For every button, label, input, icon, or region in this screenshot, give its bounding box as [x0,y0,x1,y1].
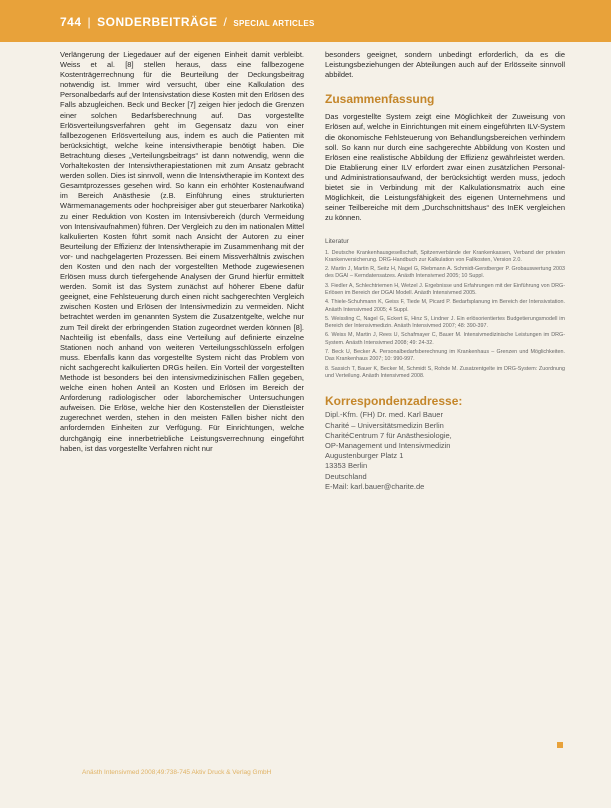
body-paragraph: Verlängerung der Liegedauer auf der eigenen Einheit damit verbleibt. Weiss et al. [8] stellen heraus, dass eine fallbezogene Kostenträgerrechnung für die Beurteilung der Deckungsbeitrag notwendig ist. Immer wird versucht, über eine Kalkulation des Personalbedarfs auf der Intensivstation diese Kosten mit den Erlösen des Falls abzugleichen. Beck und Becker [7] zeigen hier jedoch die Grenzen einer solchen Bedarfsberechnung auf. Das vorgestellte Erlösverteilungsverfahren geht im Gegensatz dazu von einer fallbezogenen Erlösverteilung aus, indem es auch die Patienten mit berücksichtigt, welche keine intensivtherapie benötigt haben. Die Betrachtung dieses „Verteilungsbeitrags“ ist dann notwendig, wenn die Vorhaltekosten der Intensivtherapiestationen mit zum Ansatz gebracht werden sollen. Dies ist sinnvoll, wenn die Intensivtherapie im Kontext des Gesamtprozesses gesehen wird. So kann ein erhöhter Kostenaufwand im Bereich Anästhesie (z.B. Einführung eines strukturierten Wärmemanagements oder hochpreisiger aber gut steuerbarer Narkotika) zu einer Reduktion von Kosten im Intensivbereich (durch Vermeidung von Intensivaufnahmen) führen. Der Vergleich zu den im nationalen Mittel kalkulierten Kosten führt somit nach Ansicht der Autoren zu einer Beurteilung der Effizienz der Intensivtherapie im Zusammenhang mit der vor- und nachgelagerten Prozessen. Bei einem Missverhältnis zwischen den Kosten und den nach der vorgestellten Methode zugewiesenen Erlösen muss durch tiefergehende Analysen der Grund hierfür ermittelt werden. Somit ist das System zunächst auf höherer Ebene dafür geeignet, eine Fehlsteuerung durch einen nicht sachgerechten Vergleich zwischen Kosten und Erlösen der Intensivmedizin zu vermeiden. Nicht betrachtet werden im genannten System die Zusatzentgelte, welche nur zum Teil direkt der erbringenden Station zugeordnet werden können [8]. Nachteilig ist ebenfalls, dass eine Verteilung auf definierte einzelne Stationen noch anhand von weiteren Verteilungsschlüsseln erfolgen muss. Ebenfalls kann das vorgestellte System nicht das Problem von nicht sachgerecht kalkulierten DRGs heilen. Ein Vorteil der vorgestellten Methode ist besonders bei den intensivmedizinischen Fällen gegeben, welche einen hohen Anteil an Kosten und Erlösen im Bereich der Anforderung radiologischer oder laborchemischer Untersuchungen aufweisen. Die Erlöse, welche hier den Kostenstellen der Dienstleister zugerechnet werden, stehen in den meisten Fällen bisher nicht den anfordernden Einheiten zur Verfügung. Für Einrichtungen, welche durchgängig eine innerbetriebliche Leistungsverrechnung eingeführt haben, ist das vorgestellte Verfahren nicht nur [60,50,304,453]
correspondence-line: Dipl.-Kfm. (FH) Dr. med. Karl Bauer [325,410,443,420]
summary-heading: Zusammenfassung [325,92,435,107]
literature-item: 1. Deutsche Krankenhausgesellschaft, Spitzenverbände der Krankenkassen, Verband der privaten Krankenversicherung. DRG-Handbuch zur Kalkulation von Fallkosten, Version 2.0. [325,249,565,263]
page-number: 744 [60,15,82,29]
correspondence-line: OP-Management und Intensivmedizin [325,440,451,450]
right-column [325,50,565,492]
correspondence-email[interactable]: E-Mail: karl.bauer@charite.de [325,481,425,491]
header-separator-2: / [223,15,228,29]
literature-item: 7. Beck U, Becker A. Personalbedarfsberechnung im Krankenhaus – Grenzen und Möglichkeiten. Das Krankenhaus 2007; 10: 990-997. [325,349,565,363]
left-column [60,50,304,454]
literature-item: 5. Weissling C, Nagel G, Eckert E, Hinz S, Lindner J. Ein erlösorientiertes Budgetierungsmodell im Bereich der Intensivmedizin. Anästh Intensivmed 2007; 48: 390-397. [325,315,565,330]
correspondence-line: Charité – Universitätsmedizin Berlin [325,420,444,430]
literature-item: 3. Fiedler A, Schlechtriemen H, Wetzel J. Ergebnisse und Erfahrungen mit der Einführung von DRG-Erlösen im Bereich der DGAI Modell. Anästh Intensivmed 2005. [325,282,565,296]
end-of-article-square-icon [557,742,563,748]
section-title: SONDERBEITRÄGE [97,15,218,29]
literature-item: 8. Sassich T, Bauer K, Becker M, Schmidt S, Rohde M. Zusatzentgelte im DRG-System: Zuordnung und Verteilung. Anästh Intensivmed 2008. [325,365,565,379]
correspondence-line: Deutschland [325,471,367,481]
header-line [60,15,315,29]
section-title-en: SPECIAL ARTICLES [233,19,315,28]
correspondence-heading: Korrespondenzadresse: [325,394,463,409]
correspondence-address [325,410,565,492]
header-separator: | [87,15,92,29]
body-paragraph-continued: besonders geeignet, sondern unbedingt erforderlich, da es die Leistungsbeziehungen der Abteilungen auch auf der Erlösseite sinnvoll abbildet. [325,50,565,80]
literature-list [325,250,565,381]
literature-item: 2. Martin J, Martin R, Seitz H, Nagel G, Riebmann A. Schmidt-Gerstberger P. Grobauswertung 2003 des DGAI – Kerndatensatzes. Anästh Intensivmed 2005; 10 Suppl. [325,266,565,280]
literature-item: 6. Weiss M, Martin J, Rees U, Schafmayer C, Bauer M. Intensivmedizinische Leistungen im DRG-System. Anästh Intensivmed 2008; 49: 24-32. [325,332,565,346]
literature-item: 4. Thiele-Schuhmann K, Geiss F, Tiede M, Picard P. Bedarfsplanung im Bereich der Intensivstation. Anästh Intensivmed 2005; 4 Suppl. [325,299,565,313]
summary-text: Das vorgestellte System zeigt eine Möglichkeit der Zuweisung von Erlösen auf, welche in Einrichtungen mit einem eingeführten ILV-System die ökonomische Fehlsteuerung von Behandlungsbereichen verhindern soll. So kann nur durch eine sachgerechte Abbildung von Kosten und Erlösen eine realistische Abbildung der Effizienz gewährleistet werden. Die Etablierung einer ILV erfordert zwar einen zusätzlichen Personal- und Administrationsaufwand, der berücksichtigt werden muss, jedoch bietet sie in Verbindung mit der Kalkulationsmatrix auch eine Möglichkeit, die Leistungsfähigkeit des eigenen Unternehmens und seiner Teilbereiche mit dem „Durchschnittshaus“ des InEK vergleichen zu können. [325,112,565,223]
correspondence-line: CharitéCentrum 7 für Anästhesiologie, [325,430,452,440]
correspondence-line: 13353 Berlin [325,461,368,471]
literature-title: Literatur [325,238,349,246]
correspondence-line: Augustenburger Platz 1 [325,451,404,461]
page-footer: Anästh Intensivmed 2008;49:738-745 Aktiv Druck & Verlag GmbH [82,769,272,776]
page-header [0,0,611,42]
